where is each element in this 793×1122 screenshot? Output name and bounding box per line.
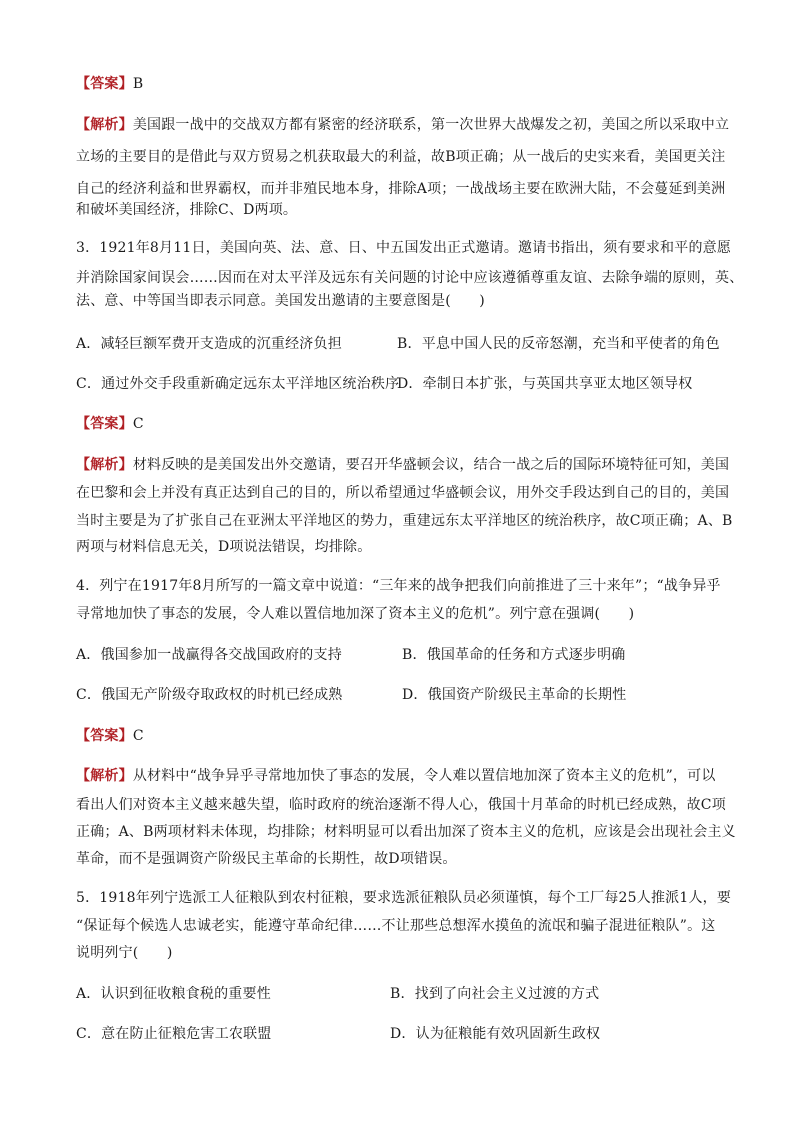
analysis-label: 【解析】 [76,117,133,133]
question-5-line-2: “保证每个候选人忠诚老实，能遵守革命纪律……不让那些总想浑水摸鱼的流氓和骗子混进征粮队”。这 [76,918,716,934]
answer-label: 【答案】 [76,416,133,432]
q4-option-d: D．俄国资产阶级民主革命的长期性 [402,687,627,703]
q5-option-b: B．找到了向社会主义过渡的方式 [390,986,600,1002]
answer-label: 【答案】 [76,76,133,92]
analysis-line-q2-4: 和破坏美国经济，排除C、D两项。 [76,202,298,218]
q5-option-c: C．意在防止征粮危害工农联盟 [76,1026,272,1042]
answer-line-q4 [76,726,144,746]
question-3-line-1: 3．1921年8月11日，美国向英、法、意、日、中五国发出正式邀请。邀请书指出，须有要求和平的意愿 [76,240,732,256]
analysis-text: 美国跟一战中的交战双方都有紧密的经济联系，第一次世界大战爆发之初，美国之所以采取中立 [132,117,730,133]
answer-line-q2 [76,74,143,94]
analysis-text: 材料反映的是美国发出外交邀请，要召开华盛顿会议，结合一战之后的国际环境特征可知，美国 [132,457,730,473]
analysis-line-q4-4: 革命，而不是强调资产阶级民主革命的长期性，故D项错误。 [76,851,457,867]
analysis-line-q2-2: 立场的主要目的是借此与双方贸易之机获取最大的利益，故B项正确；从一战后的史实来看，美国更关注 [76,149,726,165]
answer-value: C [132,416,144,432]
analysis-line-q4-1 [76,766,716,786]
q3-option-b: B．平息中国人民的反帝怒潮，充当和平使者的角色 [397,336,720,352]
analysis-line-q3-1 [76,455,729,475]
answer-value: B [132,76,144,92]
q4-option-b: B．俄国革命的任务和方式逐步明确 [402,647,626,663]
answer-line-q3 [76,414,144,434]
answer-value: C [132,728,144,744]
question-5-line-1: 5．1918年列宁选派工人征粮队到农村征粮，要求选派征粮队员必须谨慎，每个工厂每25人推派1人，要 [76,890,732,906]
q4-option-c: C．俄国无产阶级夺取政权的时机已经成熟 [76,687,343,703]
analysis-text: 从材料中“战争异乎寻常地加快了事态的发展，令人难以置信地加深了资本主义的危机”，可以 [132,768,716,784]
q4-option-a: A．俄国参加一战赢得各交战国政府的支持 [76,647,342,663]
q5-option-a: A．认识到征收粮食税的重要性 [76,986,271,1002]
analysis-line-q4-3: 正确；A、B两项材料未体现，均排除；材料明显可以看出加深了资本主义的危机，应该是会出现社会主义 [76,824,736,840]
q5-option-d: D．认为征粮能有效巩固新生政权 [390,1026,601,1042]
q3-option-c: C．通过外交手段重新确定远东太平洋地区统治秩序 [76,376,400,392]
analysis-label: 【解析】 [76,768,133,784]
analysis-line-q2-3: 自己的经济利益和世界霸权，而并非殖民地本身，排除A项；一战战场主要在欧洲大陆，不会蔓延到美洲 [76,181,726,197]
question-5-line-3: 说明列宁( ) [76,945,173,961]
question-4-line-2: 寻常地加快了事态的发展，令人难以置信地加深了资本主义的危机”。列宁意在强调( ) [76,606,635,622]
question-4-line-1: 4．列宁在1917年8月所写的一篇文章中说道：“三年来的战争把我们向前推进了三十来年”；“战争异乎 [76,578,721,594]
question-3-line-3: 法、意、中等国当即表示同意。美国发出邀请的主要意图是( ) [76,293,485,309]
analysis-line-q4-2: 看出人们对资本主义越来越失望，临时政府的统治逐渐不得人心，俄国十月革命的时机已经成熟，故C项 [76,797,726,813]
q3-option-d: D．牵制日本扩张，与英国共享亚太地区领导权 [397,376,693,392]
analysis-line-q3-4: 两项与材料信息无关，D项说法错误，均排除。 [76,539,372,555]
analysis-line-q3-3: 当时主要是为了扩张自己在亚洲太平洋地区的势力，重建远东太平洋地区的统治秩序，故C项正确；A、B [76,513,733,529]
analysis-line-q2-1 [76,115,729,135]
question-3-line-2: 并消除国家间误会……因而在对太平洋及远东有关问题的讨论中应该遵循尊重友谊、去除争端的原则，英、 [76,270,744,286]
q3-option-a: A．减轻巨额军费开支造成的沉重经济负担 [76,336,342,352]
analysis-line-q3-2: 在巴黎和会上并没有真正达到自己的目的，所以希望通过华盛顿会议，用外交手段达到自己的目的，美国 [76,485,730,501]
answer-label: 【答案】 [76,728,133,744]
analysis-label: 【解析】 [76,457,133,473]
